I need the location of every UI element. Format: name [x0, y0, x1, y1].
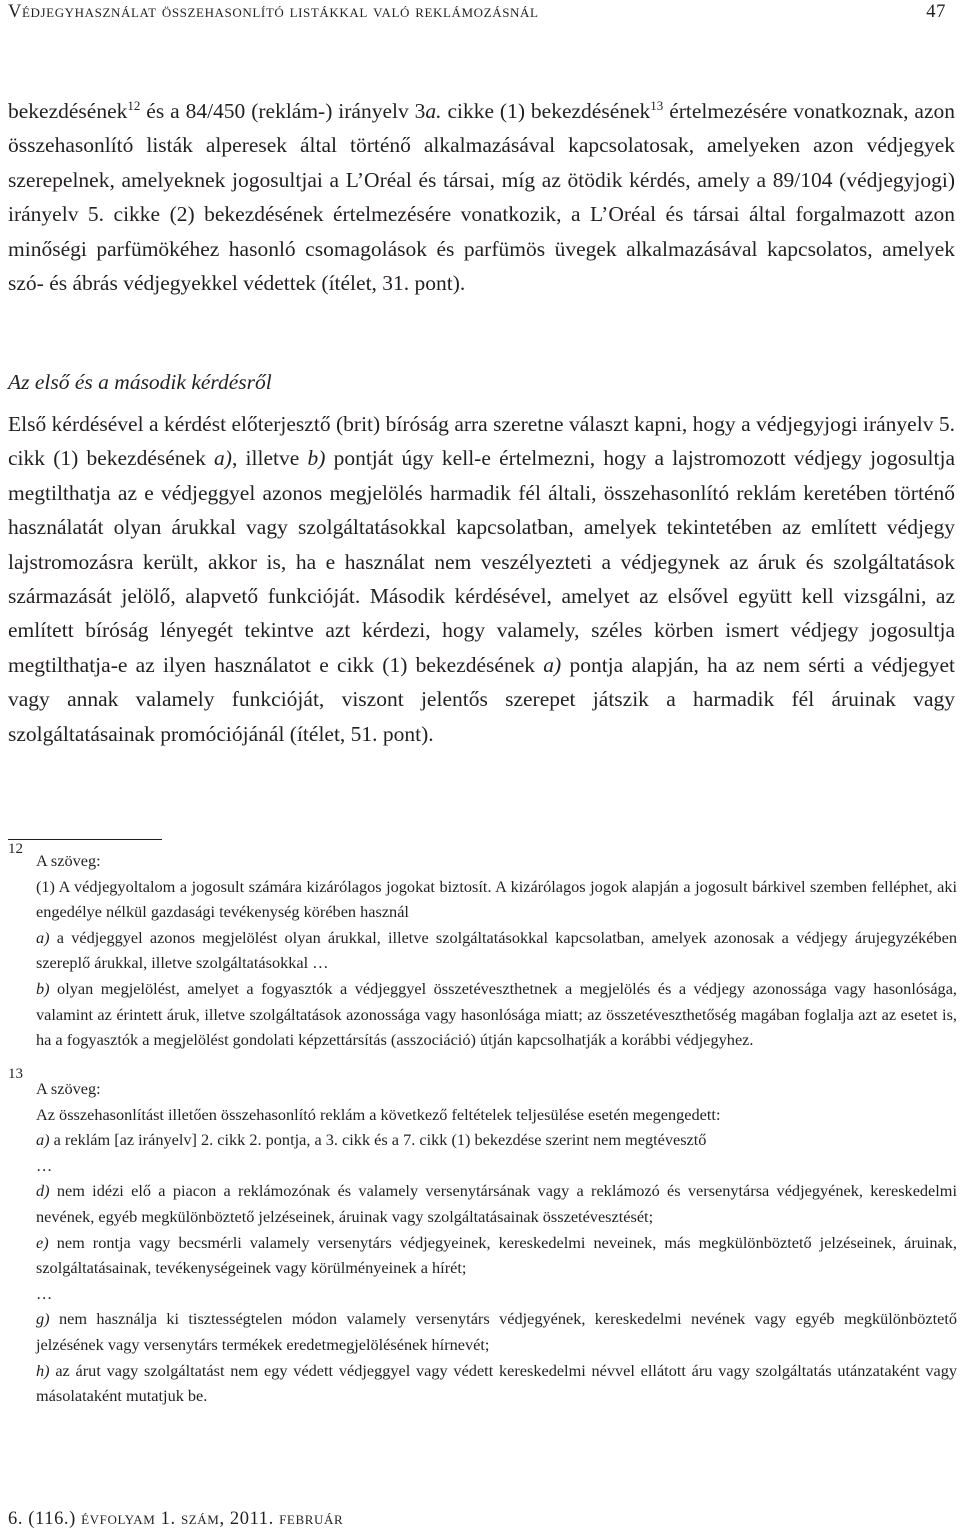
paragraph-1: [8, 94, 955, 300]
footnote-12-label-a: a): [36, 927, 50, 947]
page-number: 47: [926, 2, 946, 22]
footnote-13-number: 13: [8, 1066, 23, 1082]
footnote-13-text-g: nem használja ki tisztességtelen módon valamely versenytárs védjegyének, kereskedelmi nevének vagy egyéb megkülönböztető jelzésének vagy versenytárs termékek eredetmegjelölésének hírnevét;: [36, 1309, 957, 1354]
footnote-12-line1: (1) A védjegyoltalom a jogosult számára kizárólagos jogokat biztosít. A kizárólagos jogok alapján a jogosult bárkivel szemben felléphet, aki engedélye nélkül gazdasági tevékenység körében használ: [36, 876, 957, 922]
footnote-13: [36, 1076, 957, 1409]
footnote-13-item-h: [36, 1358, 957, 1409]
footnote-13-label-e: e): [36, 1232, 49, 1252]
para1-text-4: cikke (1) bekezdésének: [441, 99, 651, 123]
footnote-13-label-h: h): [36, 1360, 50, 1380]
footnote-12-intro: A szöveg:: [36, 851, 101, 870]
footnote-ref-12[interactable]: 12: [127, 98, 141, 113]
para2-text-2: , illetve: [231, 446, 308, 471]
footnote-12-label-b: b): [36, 978, 50, 998]
footnote-13-item-d: [36, 1178, 957, 1229]
footnote-12-item-a: [36, 925, 957, 976]
para2-text-1: Első kérdésével a kérdést előterjesztő (brit) bíróság arra szeretne választ kapni, hogy a védjegyjogi irányelv 5. cikk (1) bekezdésének: [8, 412, 955, 471]
para1-text-5: értelmezésére vonatkoznak, azon összehasonlító listák alperesek által történő alkalmazásával kapcsolatosak, amelyeken azon védjegyek szerepelnek, amelyeknek jogosultjai a L’Oréal és társai, míg az ötödik kérdés, amely a 89/104 (védjegyjogi) irányelv 5. cikke (2) bekezdésének értelmezésére vonatkozik, a L’Oréal és társai által forgalmazott azon minőségi parfümökéhez hasonló csomagolások és parfümös üvegek alkalmazásával kapcsolatos, amelyek szó- és ábrás védjegyekkel védettek (ítélet, 31. pont).: [8, 99, 955, 296]
footnote-13-text-h: az árut vagy szolgáltatást nem egy védett védjeggyel vagy védett kereskedelmi névvel ellátott áru vagy szolgáltatás utánzataként vagy másolataként mutatjuk be.: [36, 1360, 957, 1406]
para1-text-2: és a 84/450 (reklám-) irányelv 3: [140, 99, 426, 123]
para2-text-3: pontját úgy kell-e értelmezni, hogy a lajstromozott védjegy jogosultja megtilthatja az e védjeggyel azonos megjelölés harmadik fél általi, összehasonlító reklám keretében történő használatát olyan árukkal vagy szolgáltatásokkal kapcsolatban, amelyek tekintetében az említett védjegy lajstromozásra került, akkor is, ha e használat nem veszélyezteti a védjegynek az áruk és szolgáltatások származását jelölő, alapvető funkcióját. Második kérdésével, amelyet az elsővel együtt kell vizsgálni, az említett bíróság lényegét tekintve azt kérdezi, hogy valamely, széles körben ismert védjegy jogosultja megtilthatja-e az ilyen használatot e cikk (1) bekezdésének: [8, 446, 955, 677]
para1-article-suffix: a.: [425, 99, 442, 123]
footnote-13-line1: Az összehasonlítást illetően összehasonlító reklám a következő feltételek teljesülése esetén megengedett:: [36, 1104, 721, 1124]
para2-italic-a: a): [214, 446, 232, 471]
running-header: [8, 2, 946, 26]
para2-text-4: pontja alapján, ha az nem sérti a védjegyet vagy annak valamely funkcióját, viszont jelentős szerepet játszik a harmadik fél áruinak vagy szolgáltatásainak promóciójánál (ítélet, 51. pont).: [8, 652, 955, 746]
footnote-13-text-a: a reklám [az irányelv] 2. cikk 2. pontja, a 3. cikk és a 7. cikk (1) bekezdése szerint nem megtévesztő: [49, 1130, 707, 1150]
footnote-13-label-a: a): [36, 1130, 50, 1150]
footnote-12-number: 12: [8, 841, 23, 857]
section-heading: Az első és a második kérdésről: [8, 370, 272, 394]
footnote-ref-13[interactable]: 13: [650, 98, 664, 113]
footnote-13-intro: A szöveg:: [36, 1079, 101, 1098]
footnote-12: [36, 848, 957, 1053]
footnote-13-text-d: nem idézi elő a piacon a reklámozónak és valamely versenytársának vagy a reklámozó és versenytársa védjegyének, kereskedelmi nevének, egyéb megkülönböztető jelzéseinek, áruinak vagy szolgáltatásainak összetévesztését;: [36, 1181, 957, 1226]
footnote-12-text-a: a védjeggyel azonos megjelölést olyan árukkal, illetve szolgáltatásokkal kapcsolatban, amelyek azonosak a védjegy árujegyzékében szereplő árukkal, illetve szolgáltatásokkal …: [36, 927, 957, 973]
para2-italic-a2: a): [543, 652, 562, 677]
paragraph-2: [8, 407, 955, 751]
footnote-12-text-b: olyan megjelölést, amelyet a fogyasztók a védjeggyel összetéveszthetnek a megjelölés és a védjegy azonossága vagy hasonlósága, valamint az érintett áruk, illetve szolgáltatások azonossága vagy hasonlósága miatt; az összetéveszthetőség magában foglalja azt az esetet is, ha a fogyasztók a megjelölést gondolati képzettársítás (asszociáció) útján kapcsolhatják a korábbi védjegyhez.: [36, 978, 957, 1050]
footnote-13-label-g: g): [36, 1309, 50, 1329]
running-footer: 6. (116.) évfolyam 1. szám, 2011. február: [8, 1509, 344, 1529]
footnote-13-item-g: [36, 1306, 957, 1357]
para2-italic-b: b): [307, 446, 326, 471]
footnote-13-text-e: nem rontja vagy becsmérli valamely versenytárs védjegyeinek, kereskedelmi neveinek, más megkülönböztető jelzéseinek, áruinak, szolgáltatásainak, tevékenységeinek vagy körülményeinek a hírét;: [36, 1232, 957, 1278]
footnote-13-item-a: [36, 1127, 957, 1153]
footnote-13-ellipsis-1: …: [36, 1155, 53, 1175]
footnote-12-item-b: [36, 976, 957, 1053]
para1-text-1: bekezdésének: [8, 99, 128, 123]
footnote-13-label-d: d): [36, 1181, 50, 1201]
footnote-divider: [8, 839, 162, 840]
footnote-13-item-e: [36, 1230, 957, 1281]
footnote-13-ellipsis-2: …: [36, 1283, 53, 1303]
running-header-title: Védjegyhasználat összehasonlító listákkal való reklámozásnál: [8, 2, 539, 22]
